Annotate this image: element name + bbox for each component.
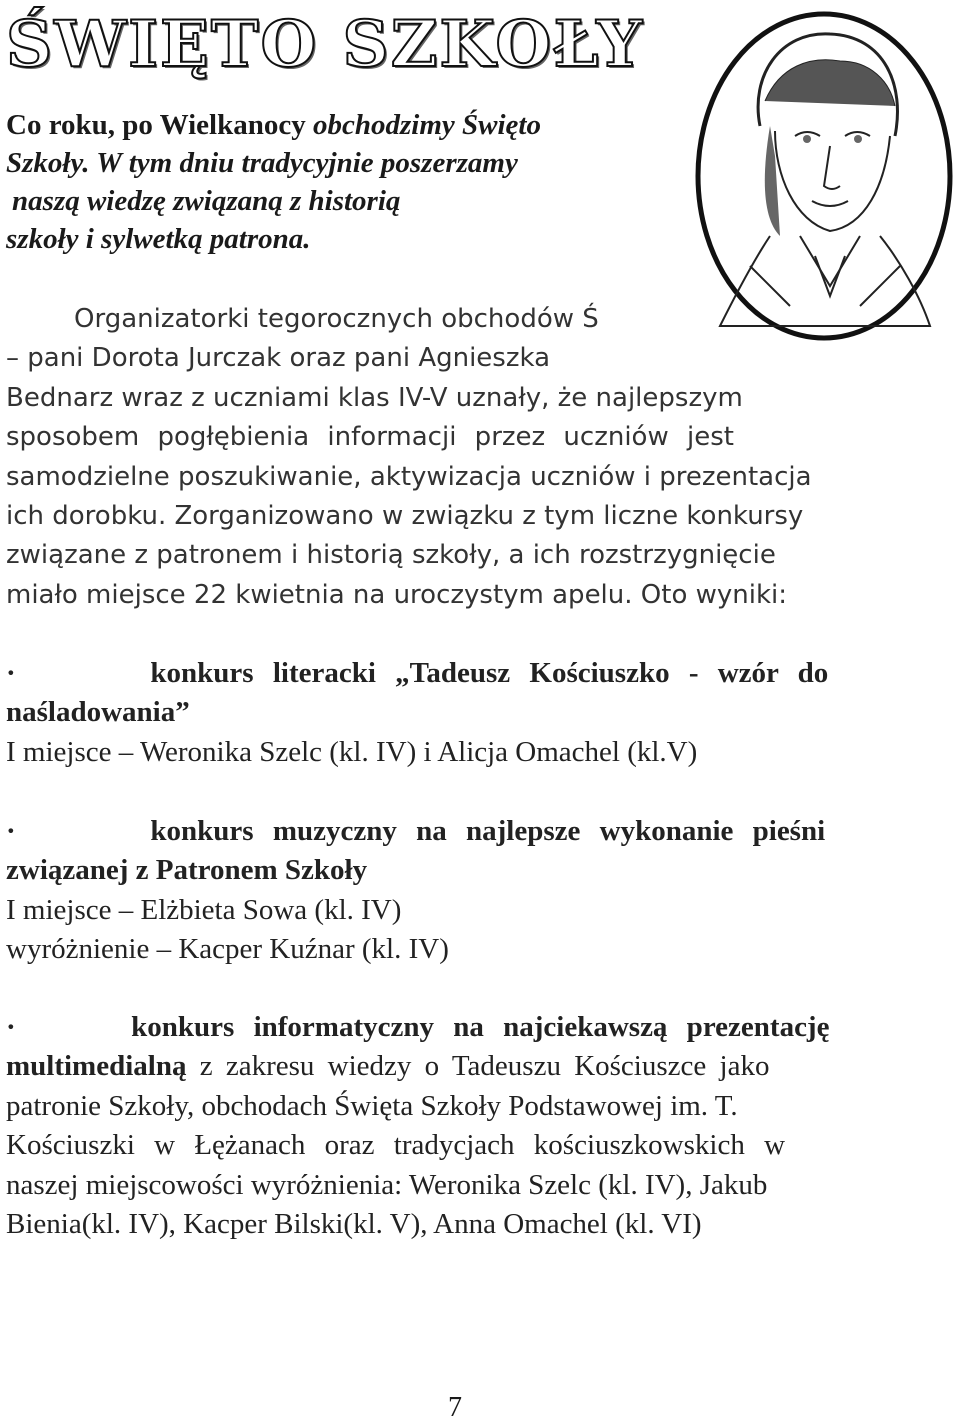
paragraph-line: związane z patronem i historią szkoły, a ich rozstrzygnięcie [6,540,776,571]
contest-it [6,1008,914,1244]
contest-music-result-2: wyróżnienie – Kacper Kuźnar (kl. IV) [6,933,449,966]
contest-it-line: Bienia(kl. IV), Kacper Bilski(kl. V), Anna Omachel (kl. VI) [6,1208,702,1241]
contest-music-result-1: I miejsce – Elżbieta Sowa (kl. IV) [6,893,402,926]
contest-it-title: konkurs informatyczny na najciekawszą prezentację [131,1011,830,1043]
page-number: 7 [448,1392,462,1423]
paragraph-line: miało miejsce 22 kwietnia na uroczystym apelu. Oto wyniki: [6,579,788,610]
contest-literary-title: konkurs literacki „Tadeusz Kościuszko - wzór do [150,657,829,689]
contest-music [6,812,914,970]
contest-music-title: konkurs muzyczny na najlepsze wykonanie pieśni [150,815,826,847]
contest-it-line: patronie Szkoły, obchodach Święta Szkoły Podstawowej im. T. [6,1089,738,1122]
paragraph-line: ich dorobku. Zorganizowano w związku z tym liczne konkursy [6,501,804,532]
paragraph-line: Bednarz wraz z uczniami klas IV-V uznały, że najlepszym [6,382,743,413]
intro-line-4: szkoły i sylwetką patrona. [6,223,311,255]
paragraph-line: samodzielne poszukiwanie, aktywizacja uczniów i prezentacja [6,461,812,492]
organizers-paragraph [6,300,914,615]
contest-literary [6,654,914,772]
contest-music-title-cont: związanej z Patronem Szkoły [6,854,368,887]
portrait-kosciuszko-image [690,6,958,346]
paragraph-line: Organizatorki tegorocznych obchodów Ś [74,304,599,334]
bullet: · [6,657,16,689]
paragraph-line: – pani Dorota Jurczak oraz pani Agnieszka [6,343,551,374]
bullet: · [6,1011,16,1043]
intro-line-3: naszą wiedzę związaną z historią [12,185,401,217]
intro-line-1: Co roku, po Wielkanocy [6,109,313,141]
contest-it-title-rest: z zakresu wiedzy o Tadeuszu Kościuszce jako [186,1050,770,1083]
contest-it-title-bold: multimedialną [6,1050,187,1083]
contest-literary-result: I miejsce – Weronika Szelc (kl. IV) i Alicja Omachel (kl.V) [6,735,698,768]
bullet: · [6,815,16,847]
intro-line-2: Szkoły. W tym dniu tradycyjnie poszerzamy [6,147,518,179]
page-title: ŚWIĘTO SZKOŁY [6,7,645,82]
contest-it-line: Kościuszki w Łężanach oraz tradycjach kościuszkowskich w [6,1129,786,1162]
intro-line-1-italic: obchodzimy Święto [313,109,541,141]
paragraph-line: sposobem pogłębienia informacji przez uczniów jest [6,422,734,453]
intro-paragraph [6,106,646,258]
contest-literary-title-cont: naśladowania” [6,696,190,729]
contest-it-line: naszej miejscowości wyróżnienia: Weronika Szelc (kl. IV), Jakub [6,1168,768,1201]
